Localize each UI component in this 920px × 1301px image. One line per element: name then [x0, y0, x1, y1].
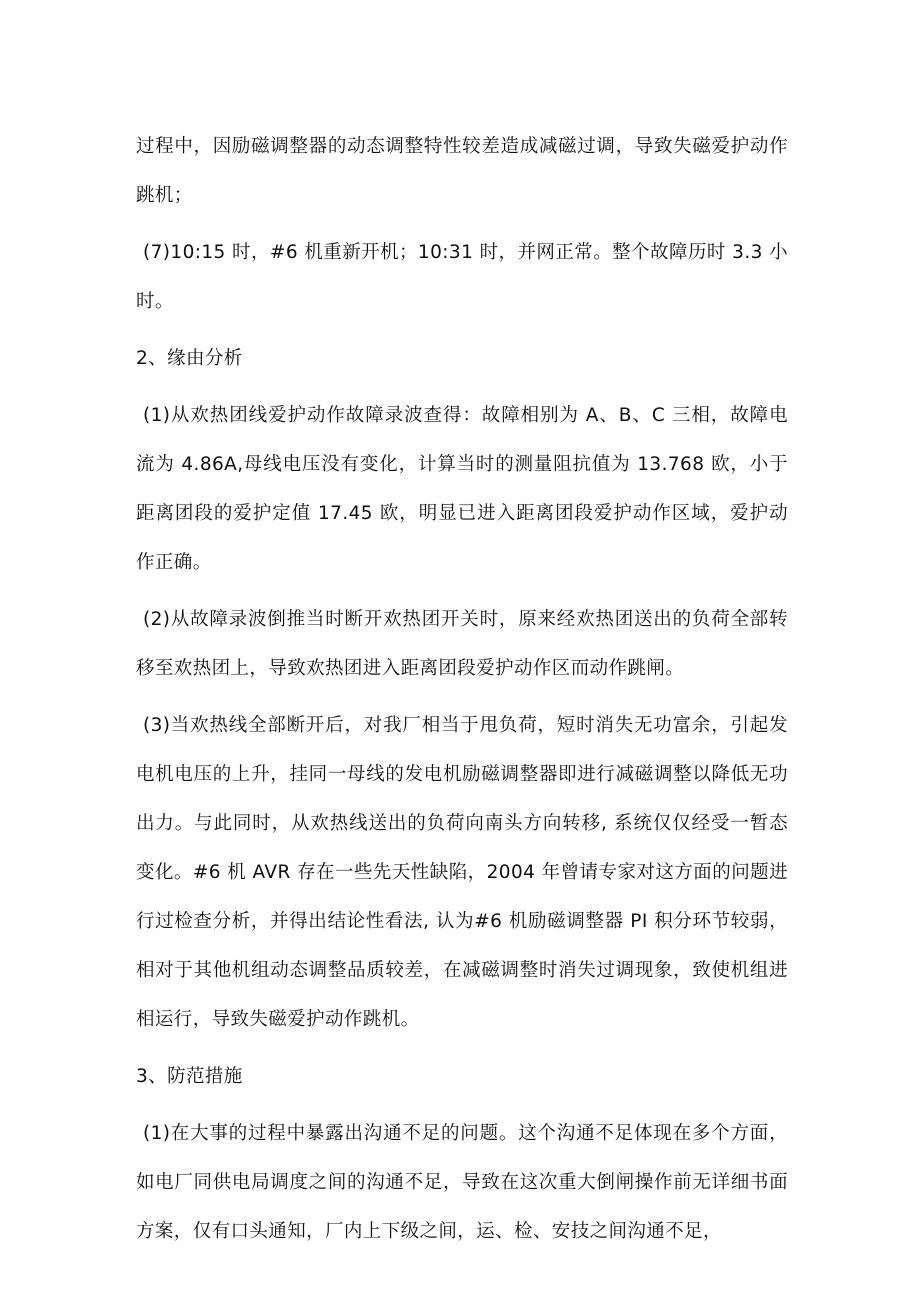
paragraph-item-7: (7)10:15 时，#6 机重新开机；10:31 时，并网正常。整个故障历时 3.3 小时。	[136, 242, 788, 312]
paragraph-continuation: 过程中，因励磁调整器的动态调整特性较差造成减磁过调，导致失磁爱护动作跳机；	[136, 136, 788, 206]
paragraph-measure-1: (1)在大事的过程中暴露出沟通不足的问题。这个沟通不足体现在多个方面，如电厂同供电局调度之间的沟通不足，导致在这次重大倒闸操作前无详细书面方案，仅有口头通知，厂内上下级之间，运、检、安技之间沟通不足，	[136, 1123, 788, 1242]
section-heading-cause-analysis: 2、缘由分析	[136, 348, 243, 369]
section-heading-preventive-measures: 3、防范措施	[136, 1066, 243, 1087]
paragraph-item-3: (3)当欢热线全部断开后，对我厂相当于甩负荷，短时消失无功富余，引起发电机电压的上升，挂同一母线的发电机励磁调整器即进行减磁调整以降低无功出力。与此同时，从欢热线送出的负荷向南头方向转移, 系统仅仅经受一暂态变化。#6 机 AVR 存在一些先天性缺陷，2004 年曾请专家对这方面的问题进行过检查分析，并得出结论性看法, 认为#6 机励磁调整器 PI 积分环节较弱，相对于其他机组动态调整品质较差，在减磁调整时消失过调现象，致使机组进相运行，导致失磁爱护动作跳机。	[136, 715, 788, 1030]
paragraph-item-1: (1)从欢热团线爱护动作故障录波查得：故障相别为 A、B、C 三相，故障电流为 4.86A,母线电压没有变化，计算当时的测量阻抗值为 13.768 欧，小于距离团段的爱护定值 17.45 欧，明显已进入距离团段爱护动作区域，爱护动作正确。	[136, 405, 788, 573]
document-body	[136, 122, 788, 1264]
paragraph-item-2: (2)从故障录波倒推当时断开欢热团开关时，原来经欢热团送出的负荷全部转移至欢热团上，导致欢热团进入距离团段爱护动作区而动作跳闸。	[136, 609, 788, 679]
